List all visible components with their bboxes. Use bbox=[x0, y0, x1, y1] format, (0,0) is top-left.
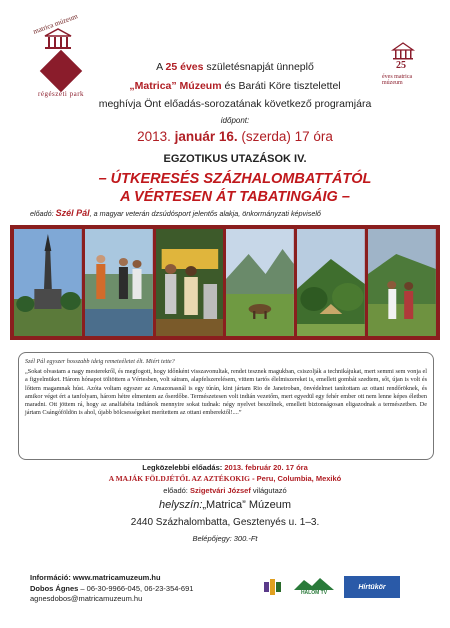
contact-info bbox=[30, 573, 193, 605]
photo-market bbox=[156, 229, 224, 336]
venue-name: helyszín:„Matrica” Múzeum bbox=[158, 499, 292, 511]
photo-jungle bbox=[297, 229, 365, 336]
quote-body: „Sokat olvastam a nagy mesterekről, és megfogott, hogy időnként visszavonultak, rendet tesznek magukban, csiszolják a technikájukat, mert semmi sem vonja el a figyelmüket. Három hónapot töltöttem a Vértesben, volt sátram, alapfelszerelésem, vittem tartós élelmiszereket is, emellett gombát szedtem, sőt, újan is volt és lőttem magamnak húst. Azóta voltam egyszer az Amazonasnál is egy túrán, kint jártam Rio de Janeiroban, önvédelmet tanítottam az ottani rendőröknek, és amikor véget ért a tanfolyam, három hétre elmentem az őserdőbe. Természetesen volt indián vezetőm, mert egyedül egy fehér ember ott nem lenne képes életben maradni. Ott jöttem rá, hogy az analfabéta indiánok mennyire sokat tudnak: négy nyelvet beszélnek, emellett biztonságosan eligazodnak a természetben. De jártam Csángóföldön is ahol, újabb bölcsességeket merítettem az ottani emberektől!....” bbox=[25, 368, 427, 417]
invite-line-3: meghívja Önt előadás-sorozatának következő programjára bbox=[98, 98, 372, 110]
event-date: 2013. január 16. (szerda) 17 óra bbox=[137, 129, 333, 144]
venue-address: 2440 Százhalombatta, Gesztenyés u. 1–3. bbox=[130, 517, 320, 528]
info-phone: Dobos Ágnes – 06-30-9966-045, 06-23-354-691 bbox=[30, 583, 194, 593]
lecture-title: – ÚTKERESÉS SZÁZHALOMBATTÁTÓL A VÉRTESEN ÁT TABATINGÁIG – bbox=[98, 171, 372, 205]
time-label: időpont: bbox=[220, 116, 250, 125]
next-lecture-title: A MAJÁK FÖLDJÉTŐL AZ AZTÉKOKIG - Peru, Columbia, Mexikó bbox=[108, 474, 342, 483]
logo-bottom-text: régészeti park bbox=[38, 90, 85, 98]
next-lecture-label: Legközelebbi előadás: 2013. február 20. 17 óra bbox=[142, 463, 308, 472]
speaker-line: előadó: Szél Pál, a magyar veterán dzsúdósport jelentős alakja, önkormányzati képviselő bbox=[30, 208, 321, 218]
email-link[interactable]: agnesdobos@matricamuzeum.hu bbox=[30, 594, 143, 603]
museum-building-icon bbox=[43, 28, 73, 50]
anniversary-number: 25 bbox=[396, 60, 406, 71]
quote-box bbox=[18, 352, 434, 460]
photo-people-boat bbox=[85, 229, 153, 336]
info-web: Információ: www.matricamuzeum.hu bbox=[30, 573, 161, 582]
regeszeti-park-logo bbox=[40, 50, 82, 92]
sponsor-hirtukor: Hírtükör bbox=[344, 576, 400, 598]
anniversary-sub: éves matrica múzeum bbox=[382, 74, 413, 86]
next-lecture-speaker: előadó: Szigetvári József világutazó bbox=[163, 486, 287, 495]
photo-village-people bbox=[368, 229, 436, 336]
museum-logo-left bbox=[30, 12, 90, 98]
sponsor-halom-tv: HALOM TV bbox=[292, 576, 336, 598]
invite-line-2: „Matrica” Múzeum és Baráti Köre tisztelettel bbox=[129, 80, 341, 92]
sponsor-logos bbox=[262, 573, 432, 601]
photo-strip bbox=[10, 225, 440, 340]
entry-fee: Belépőjegy: 300.-Ft bbox=[192, 534, 258, 543]
logo-arc-text: matrica múzeum bbox=[32, 12, 79, 36]
invite-line-1: A 25 éves születésnapját ünneplő bbox=[156, 61, 314, 73]
quote-question: Szél Pál egyszer hosszabb ideig remeteéletet élt. Miért tette? bbox=[25, 358, 175, 365]
photo-mountains bbox=[226, 229, 294, 336]
series-title: EGZOTIKUS UTAZÁSOK IV. bbox=[163, 153, 307, 165]
website-link[interactable]: www.matricamuzeum.hu bbox=[72, 573, 161, 582]
sponsor-logo-1 bbox=[262, 576, 284, 598]
photo-church bbox=[14, 229, 82, 336]
anniversary-logo-right bbox=[378, 38, 428, 88]
